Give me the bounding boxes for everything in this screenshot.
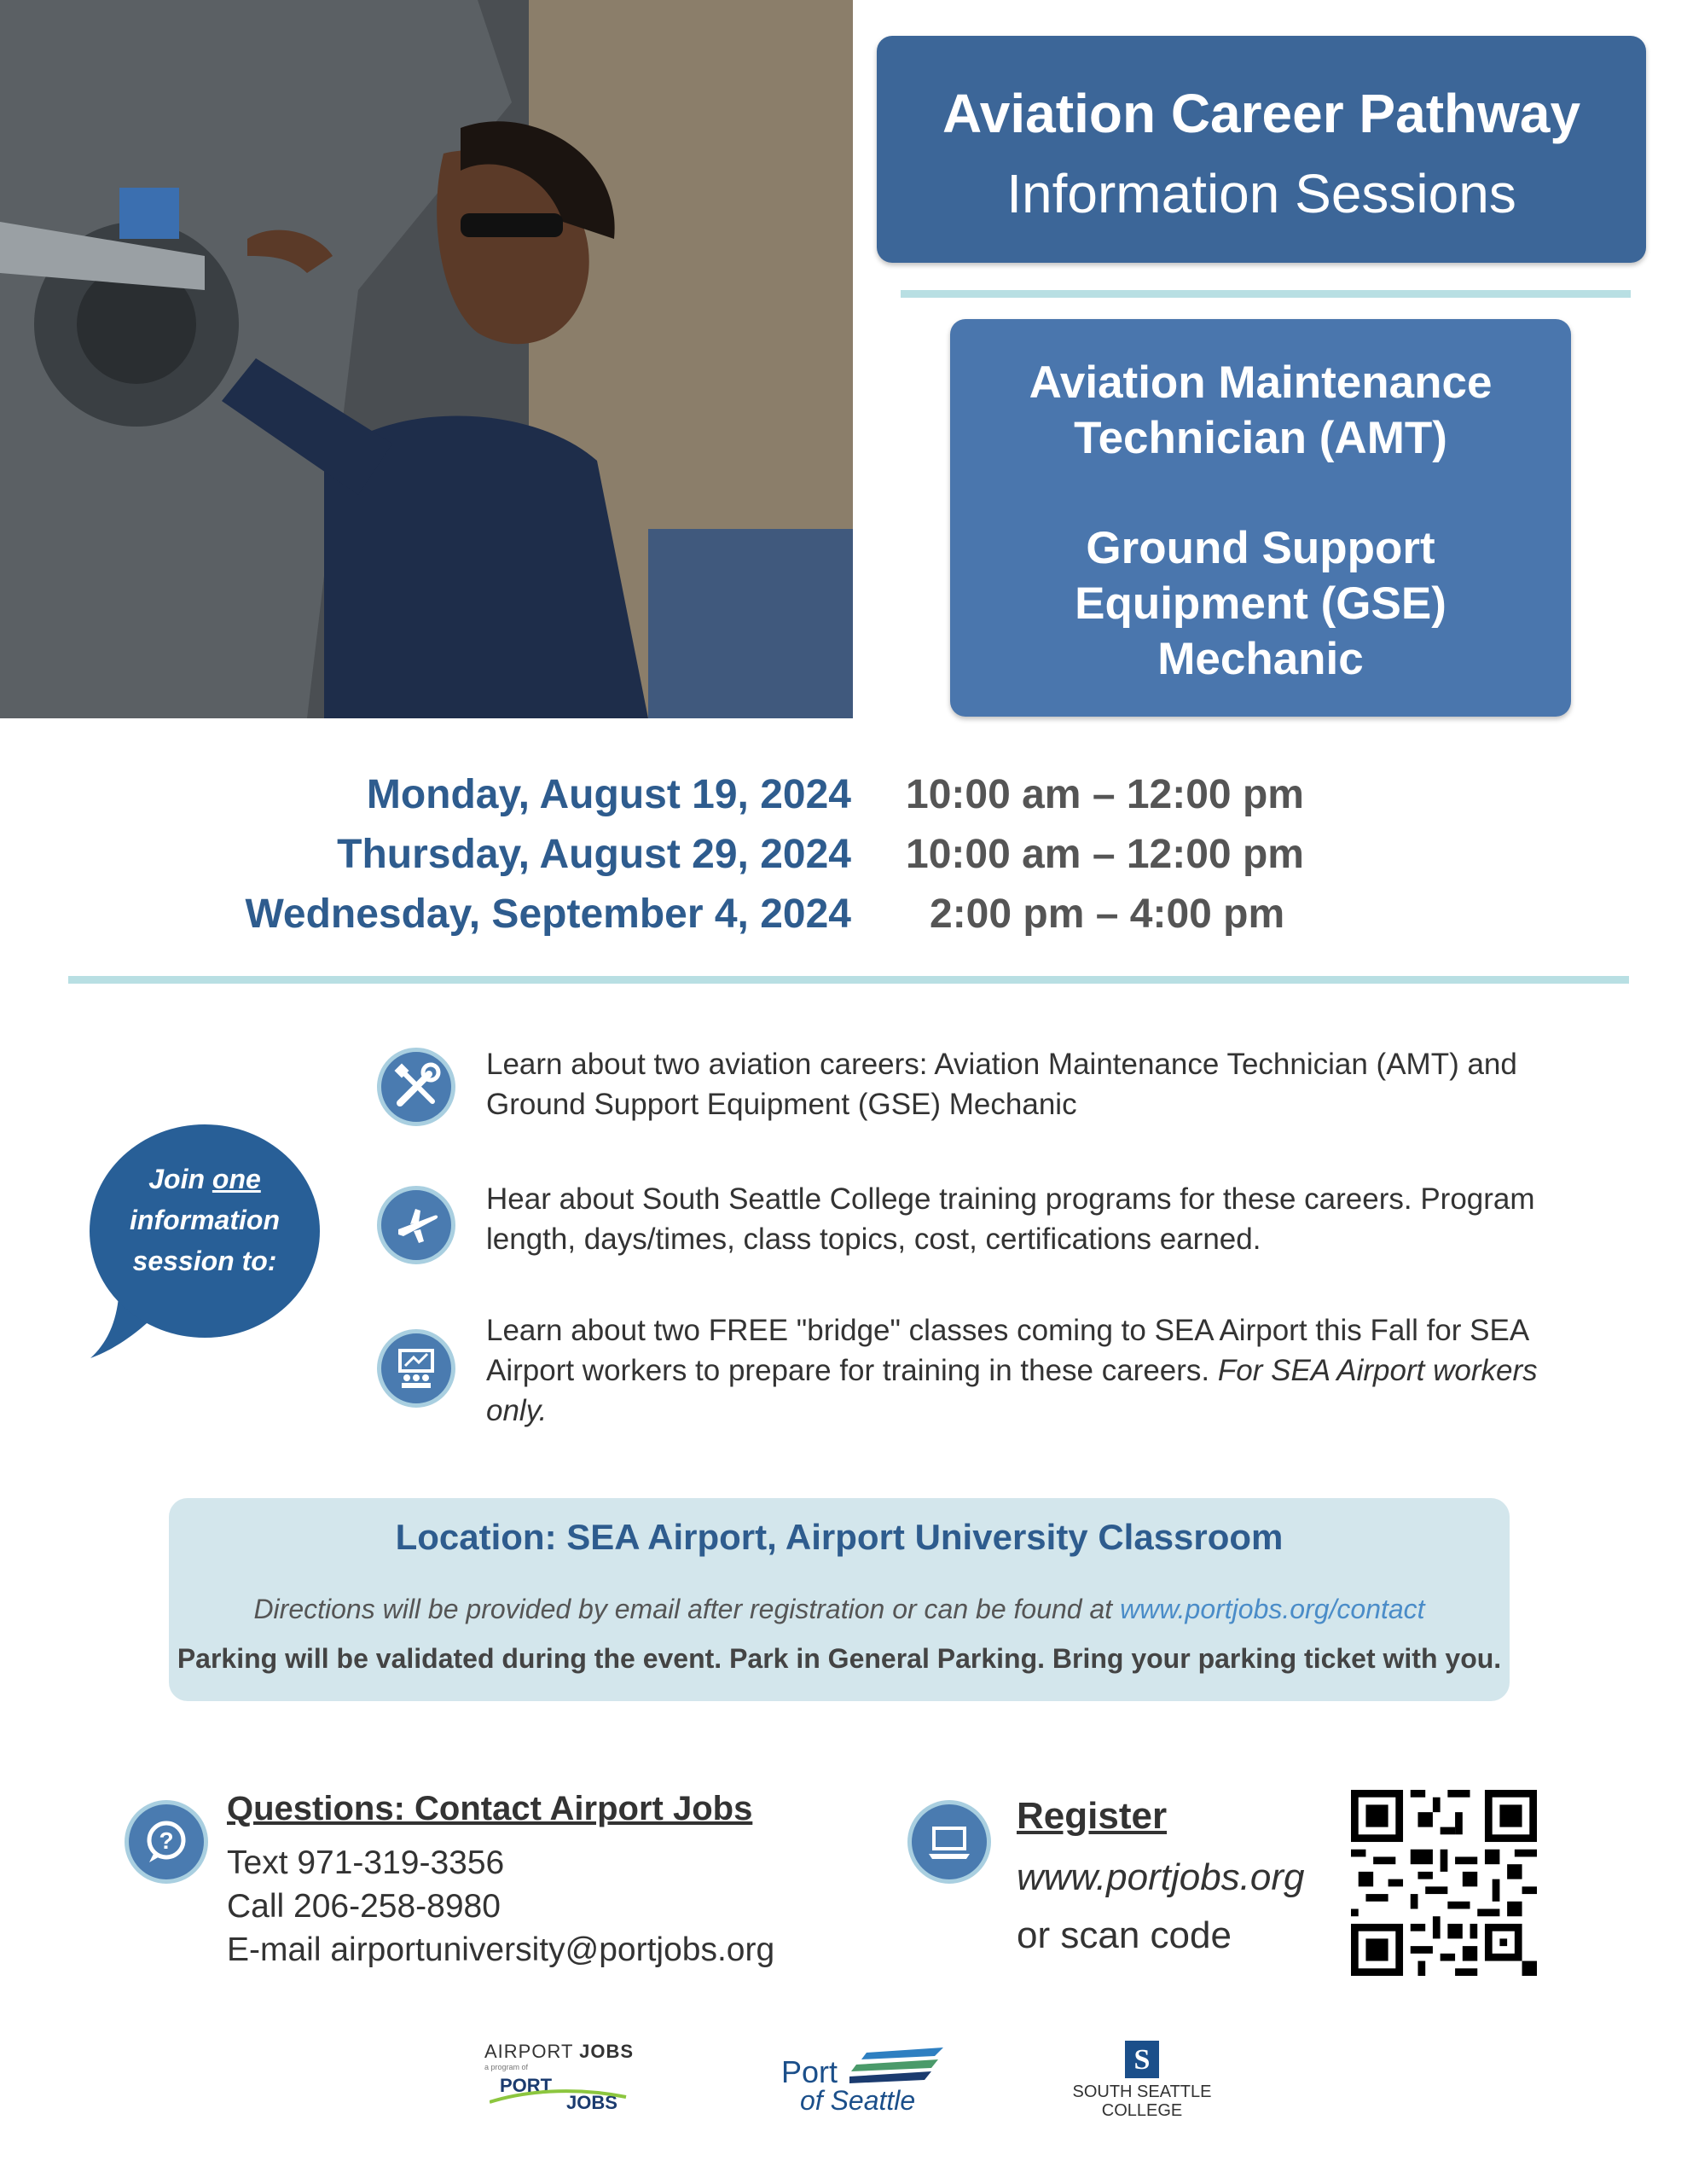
directions-text: [169, 1594, 1510, 1625]
tools-icon: [377, 1048, 455, 1126]
port-of-seattle-logo: [781, 2046, 943, 2123]
title-line-2: Information Sessions: [1006, 163, 1516, 224]
college-shield-icon: [1125, 2041, 1159, 2078]
callout-text: information: [130, 1205, 280, 1235]
session-time: 2:00 pm – 4:00 pm: [930, 892, 1285, 937]
career-gse-line2: Equipment (GSE): [1075, 578, 1446, 629]
swoosh-icon: [490, 2085, 635, 2111]
callout-bubble: [90, 1124, 320, 1338]
south-seattle-college-logo: [1061, 2041, 1223, 2126]
session-date: Monday, August 19, 2024: [366, 772, 851, 817]
career-gse-line1: Ground Support: [1086, 523, 1435, 573]
svg-text:S: S: [1133, 2044, 1151, 2076]
register-heading: Register: [1017, 1795, 1168, 1837]
careers-box: [950, 319, 1571, 717]
contact-text-number: Text 971-319-3356: [227, 1844, 505, 1881]
parking-note: Parking will be validated during the event. Park in General Parking. Bring your parking ticket with you.: [177, 1643, 1502, 1674]
logo-text: JOBS: [566, 2092, 617, 2113]
bullet-bridge-note: For SEA Airport workers only.: [486, 1354, 1538, 1427]
register-scan-text: or scan code: [1017, 1914, 1232, 1956]
contact-link[interactable]: www.portjobs.org/contact: [1120, 1594, 1425, 1624]
svg-text:?: ?: [159, 1827, 174, 1854]
classroom-icon: [377, 1329, 455, 1408]
logo-text: COLLEGE: [1101, 2101, 1183, 2120]
register-link[interactable]: www.portjobs.org: [1017, 1856, 1305, 1898]
logo-text: JOBS: [579, 2041, 635, 2062]
contact-call-number: Call 206-258-8980: [227, 1888, 501, 1925]
title-banner: [877, 36, 1646, 263]
laptop-icon: [907, 1800, 991, 1884]
callout-text: session to:: [132, 1246, 277, 1276]
logo-text: Port: [781, 2054, 838, 2089]
logo-text: a program of: [484, 2063, 529, 2071]
career-amt-line1: Aviation Maintenance: [1029, 357, 1493, 408]
contact-email[interactable]: E-mail airportuniversity@portjobs.org: [227, 1931, 775, 1968]
location-panel: [169, 1498, 1510, 1701]
logo-text: PORT: [500, 2075, 553, 2096]
title-line-1: Aviation Career Pathway: [942, 83, 1581, 144]
career-amt-line2: Technician (AMT): [1074, 413, 1447, 463]
bullet-bridge-classes: [486, 1310, 1569, 1431]
callout-emphasis: one: [212, 1164, 261, 1194]
qr-code[interactable]: [1351, 1790, 1537, 1976]
logo-text: AIRPORT: [484, 2041, 580, 2062]
airplane-icon: [377, 1186, 455, 1264]
directions-label: Directions will be provided by email after registration or can be found at: [253, 1594, 1121, 1624]
bullet-programs: Hear about South Seattle College training programs for these careers. Program length, days/times, class topics, cost, certifications earned.: [486, 1182, 1535, 1256]
location-title: Location: SEA Airport, Airport University Classroom: [395, 1517, 1284, 1557]
contact-heading: Questions: Contact Airport Jobs: [227, 1790, 753, 1827]
hero-photo: [0, 0, 853, 718]
session-date: Thursday, August 29, 2024: [337, 832, 851, 877]
logo-text: of Seattle: [800, 2085, 916, 2116]
career-gse-line3: Mechanic: [1157, 634, 1364, 684]
session-time: 10:00 am – 12:00 pm: [906, 832, 1304, 877]
waves-icon: [849, 2046, 943, 2083]
logo-text: SOUTH SEATTLE: [1072, 2082, 1212, 2101]
callout-text: Join: [148, 1164, 212, 1194]
session-time: 10:00 am – 12:00 pm: [906, 772, 1304, 817]
session-date: Wednesday, September 4, 2024: [245, 892, 851, 937]
question-chat-icon: [125, 1800, 208, 1884]
bullet-careers: Learn about two aviation careers: Aviation Maintenance Technician (AMT) and Ground Support Equipment (GSE) Mechanic: [486, 1048, 1517, 1121]
schedule-divider: [68, 976, 1629, 984]
airport-jobs-logo: [484, 2041, 655, 2117]
bullet-bridge-text: Learn about two FREE "bridge" classes coming to SEA Airport this Fall for SEA Airport workers to prepare for training in these careers.: [486, 1314, 1528, 1387]
title-divider: [901, 290, 1631, 298]
